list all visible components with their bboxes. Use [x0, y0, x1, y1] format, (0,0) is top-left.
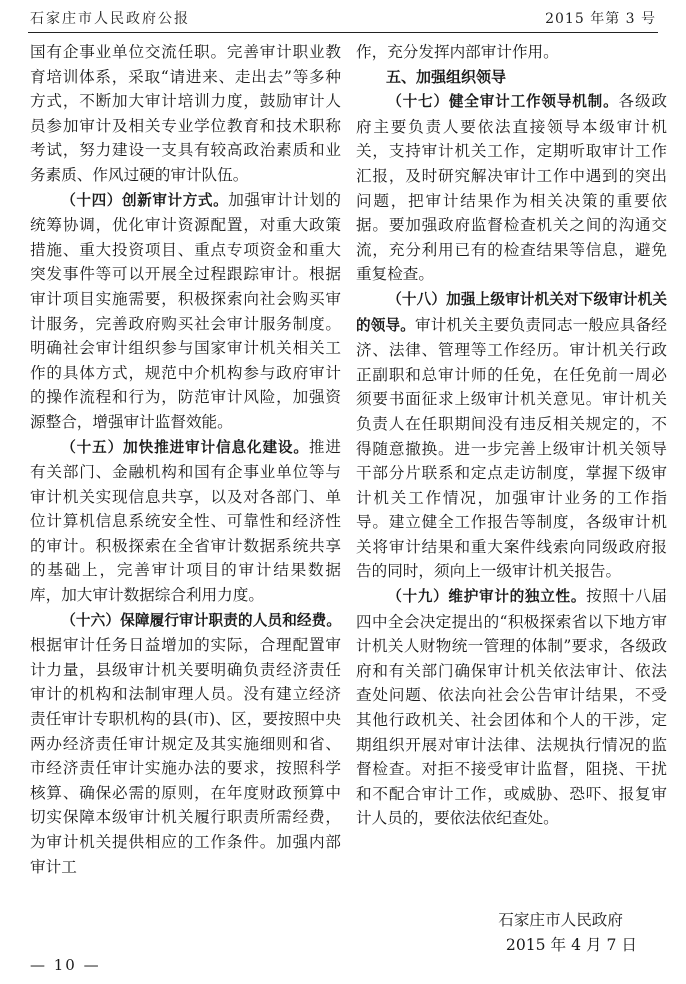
section-16-body: 根据审计任务日益增加的实际，合理配置审计力量，县级审计机关要明确负责经济责任审计的机构和法制审理人员。没有建立经济责任审计专职机构的县(市)、区，要按照中央两办经济责任审计规定及其实施细则和省、市经济责任审计实施办法的要求，按照科学核算、确保必需的原则，在年度财政预算中切实保障本级审计机关履行职责所需经费，为审计机关提供相应的工作条件。加强内部审计工: [30, 636, 341, 876]
section-5-heading: 五、加强组织领导: [386, 67, 507, 86]
section-15-title: （十五）加快推进审计信息化建设。: [61, 438, 309, 456]
issuing-organization: 石家庄市人民政府: [498, 911, 623, 929]
section-15-body: 推进有关部门、金融机构和国有企事业单位等与审计机关实现信息共享，以及对各部门、单位计算机信息系统安全性、可靠性和经济性的审计。积极探索在全省审计数据系统共享的基础上，完善审计项目的审计结果数据库，加大审计数据综合利用力度。: [30, 437, 341, 605]
issue-number: 2015 年第 3 号: [545, 11, 656, 27]
section-18-body: 审计机关主要负责同志一般应具备经济、法律、管理等工作经历。审计机关行政正副职和总审计师的任免，在任免前一周必须要书面征求上级审计机关意见。审计机关负责人在任职期间没有违反相关规定的，不得随意撤换。进一步完善上级审计机关领导干部分片联系和定点走访制度，掌握下级审计机关工作情况，加强审计业务的工作指导。建立健全工作报告等制度，各级审计机关将审计结果和重大案件线索向同级政府报告的同时，须向上一级审计机关报告。: [356, 315, 667, 581]
left-column: [30, 40, 341, 879]
section-14: [30, 188, 341, 435]
section-17-body: 各级政府主要负责人要依法直接领导本级审计机关，支持审计机关工作，定期听取审计工作汇报，及时研究解决审计工作中遇到的突出问题，把审计结果作为相关决策的重要依据。要加强政府监督检查机关之间的沟通交流，充分利用已有的检查结果等信息，避免重复检查。: [356, 92, 667, 284]
section-17-title: （十七）健全审计工作领导机制。: [387, 93, 619, 111]
section-18-title: （十八）加强上级审计机关对下级审计机关的领导。: [356, 290, 667, 334]
header-divider: [28, 32, 658, 33]
page-number: — 10 —: [30, 956, 101, 974]
issue-date: 2015 年 4 月 7 日: [505, 935, 637, 954]
section-15: [30, 435, 341, 608]
section-19: [356, 584, 667, 831]
continued-paragraph: 作，充分发挥内部审计作用。: [356, 43, 559, 61]
section-17: [356, 89, 667, 287]
publication-title: 石家庄市人民政府公报: [30, 11, 190, 27]
section-19-title: （十九）维护审计的独立性。: [387, 588, 587, 606]
continued-paragraph: 国有企事业单位交流任职。完善审计职业教育培训体系，采取“请进来、走出去”等多种方式，不断加大审计培训力度，鼓励审计人员参加审计及相关专业学位教育和技术职称考试，努力建设一支具有较高政治素质和业务素质、作风过硬的审计队伍。: [30, 43, 341, 184]
section-14-title: （十四）创新审计方式。: [61, 191, 229, 209]
section-18: [356, 287, 667, 584]
right-column: [356, 40, 667, 831]
signature-block: [356, 908, 667, 957]
section-16-title: （十六）保障履行审计职责的人员和经费。: [61, 611, 341, 629]
section-14-body: 加强审计计划的统筹协调，优化审计资源配置，对重大政策措施、重大投资项目、重点专项资金和重大突发事件等可以开展全过程跟踪审计。根据审计项目实施需要，积极探索向社会购买审计服务，完善政府购买社会审计服务制度。明确社会审计组织参与国家审计机关相关工作的具体方式，规范中介机构参与政府审计的操作流程和行为，防范审计风险，加强资源整合，增强审计监督效能。: [30, 190, 341, 431]
section-16: [30, 608, 341, 880]
section-19-body: 按照十八届四中全会决定提出的“积极探索省以下地方审计机关人财物统一管理的体制”要求，各级政府和有关部门确保审计机关依法审计、依法查处问题、依法向社会公告审计结果，不受其他行政机关、社会团体和个人的干涉，定期组织开展对审计法律、法规执行情况的监督检查。对拒不接受审计监督，阻挠、干扰和不配合审计工作，或威胁、恐吓、报复审计人员的，要依法依纪查处。: [356, 587, 667, 828]
